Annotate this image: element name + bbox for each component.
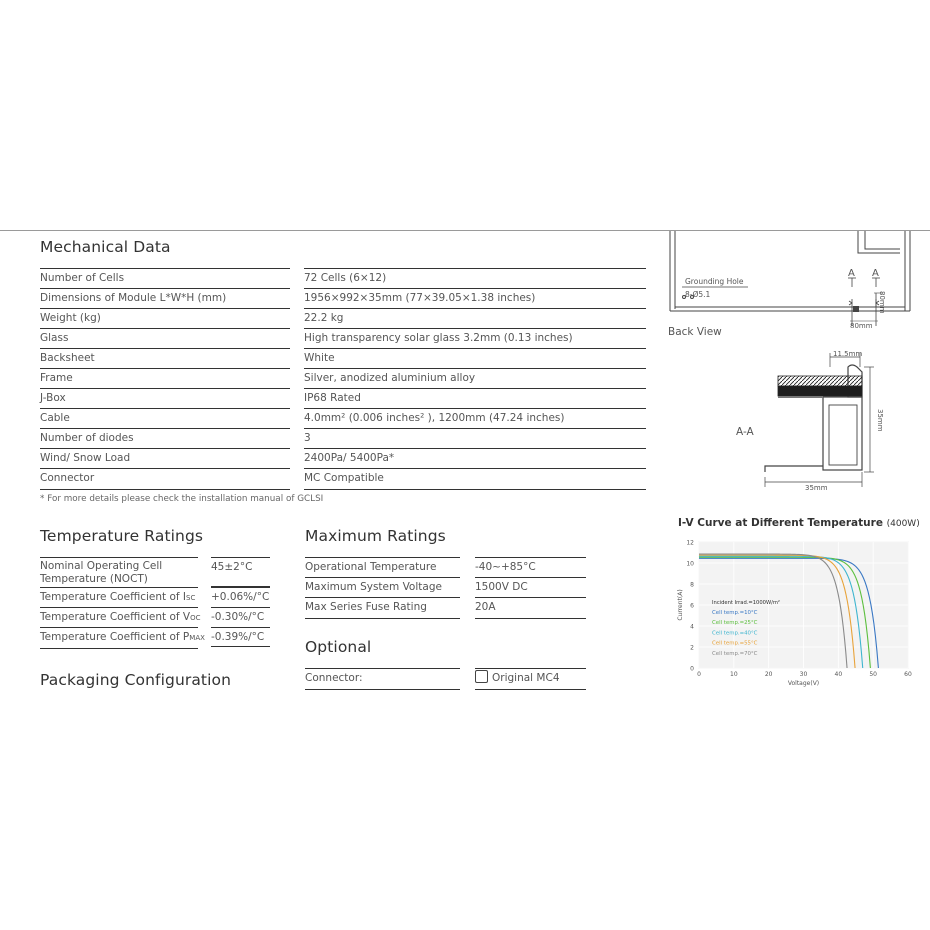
maximum-label: Max Series Fuse Rating: [305, 597, 460, 619]
section-marker-left: A: [848, 268, 855, 279]
mechanical-label: J-Box: [40, 388, 290, 409]
x-tick-label: 60: [904, 671, 912, 678]
chart-title-suffix: (400W): [886, 519, 920, 529]
mechanical-label: Cable: [40, 408, 290, 429]
temperature-ratings-title: Temperature Ratings: [40, 527, 204, 545]
maximum-ratings-title: Maximum Ratings: [305, 527, 446, 545]
mechanical-value: High transparency solar glass 3.2mm (0.13 inches): [304, 328, 646, 349]
back-view-drawing: [660, 231, 920, 341]
section-dim-top: 11.5mm: [833, 350, 863, 358]
mechanical-value: 3: [304, 428, 646, 449]
optional-connector-label: Connector:: [305, 668, 460, 690]
maximum-value: -40~+85°C: [475, 557, 586, 578]
section-label: A-A: [736, 426, 754, 438]
mechanical-value: 1956×992×35mm (77×39.05×1.38 inches): [304, 288, 646, 309]
temperature-value: +0.06%/°C: [211, 587, 270, 607]
mechanical-value: 72 Cells (6×12): [304, 268, 646, 289]
chart-title: [678, 517, 920, 529]
original-mc4-checkbox[interactable]: [475, 670, 488, 683]
optional-connector-cell: [475, 668, 586, 690]
mechanical-label: Number of Cells: [40, 268, 290, 289]
y-tick-label: 2: [690, 644, 694, 652]
x-tick-label: 40: [834, 671, 843, 678]
maximum-label: Operational Temperature: [305, 557, 460, 578]
x-tick-label: 30: [799, 671, 808, 678]
mechanical-value: 4.0mm² (0.006 inches² ), 1200mm (47.24 inches): [304, 408, 646, 429]
grounding-hole-label: Grounding Hole: [685, 277, 744, 286]
iv-curve-chart: [673, 532, 923, 692]
mechanical-data-title: Mechanical Data: [40, 238, 171, 256]
legend-header: Incident Irrad.=1000W/m²: [712, 600, 780, 606]
temperature-label-subscript: SC: [186, 594, 196, 602]
y-tick-label: 10: [686, 560, 694, 568]
temperature-label: [40, 587, 198, 608]
mechanical-label: Dimensions of Module L*W*H (mm): [40, 288, 290, 309]
temperature-label-text: Temperature Coefficient of V: [40, 611, 191, 623]
mechanical-label: Wind/ Snow Load: [40, 448, 290, 469]
mechanical-value: IP68 Rated: [304, 388, 646, 409]
mechanical-value: 2400Pa/ 5400Pa*: [304, 448, 646, 469]
temperature-value: 45±2°C: [211, 557, 270, 587]
temperature-label-line2: Temperature (NOCT): [40, 573, 148, 585]
temperature-value: -0.39%/°C: [211, 627, 270, 647]
y-tick-label: 4: [690, 623, 694, 631]
x-tick-label: 10: [730, 671, 738, 678]
x-tick-label: 50: [869, 671, 877, 678]
temperature-label: [40, 607, 201, 628]
mechanical-label: Glass: [40, 328, 290, 349]
legend-entry: Cell temp.=55°C: [712, 640, 758, 647]
mechanical-label: Connector: [40, 468, 290, 490]
optional-connector-value: Original MC4: [492, 672, 560, 684]
dim-horizontal-80mm: 80mm: [850, 322, 873, 330]
legend-entry: Cell temp.=70°C: [712, 650, 758, 657]
section-dim-height: 35mm: [876, 409, 884, 432]
section-dim-width: 35mm: [805, 484, 828, 492]
legend-entry: Cell temp.=10°C: [712, 610, 758, 616]
y-tick-label: 6: [690, 602, 694, 610]
hole-size-label: 8-Ø5.1: [685, 290, 711, 299]
optional-title: Optional: [305, 638, 372, 656]
mechanical-value: Silver, anodized aluminium alloy: [304, 368, 646, 389]
y-tick-label: 12: [686, 539, 694, 547]
temperature-label-text: Temperature Coefficient of I: [40, 591, 187, 603]
y-tick-label: 0: [690, 665, 694, 673]
maximum-value: 1500V DC: [475, 577, 586, 598]
y-axis-label: Current(A): [677, 589, 684, 621]
mechanical-label: Number of diodes: [40, 428, 290, 449]
mechanical-value: 22.2 kg: [304, 308, 646, 329]
maximum-label: Maximum System Voltage: [305, 577, 460, 598]
y-tick-label: 8: [690, 581, 694, 589]
legend-entry: Cell temp.=25°C: [712, 620, 758, 627]
section-marker-right: A: [872, 268, 879, 279]
back-view-caption: Back View: [668, 326, 722, 338]
dim-vertical-80mm: 80mm: [878, 291, 886, 314]
mechanical-value: White: [304, 348, 646, 369]
mechanical-label: Backsheet: [40, 348, 290, 369]
mechanical-label: Frame: [40, 368, 290, 389]
legend-entry: Cell temp.=40°C: [712, 630, 758, 637]
mechanical-label: Weight (kg): [40, 308, 290, 329]
packaging-title: Packaging Configuration: [40, 671, 232, 689]
section-a-a-drawing: [730, 345, 900, 495]
temperature-label-line1: Nominal Operating Cell: [40, 560, 163, 572]
temperature-label: [40, 627, 205, 649]
temperature-label-text: Temperature Coefficient of P: [40, 631, 190, 643]
maximum-value: 20A: [475, 597, 586, 619]
temperature-label: [40, 557, 198, 587]
x-tick-label: 0: [697, 671, 701, 678]
chart-title-main: I-V Curve at Different Temperature: [678, 517, 883, 529]
mechanical-note: * For more details please check the installation manual of GCLSI: [40, 494, 324, 504]
x-tick-label: 20: [764, 671, 773, 678]
temperature-label-subscript: MAX: [189, 634, 205, 642]
mechanical-value: MC Compatible: [304, 468, 646, 490]
temperature-value: -0.30%/°C: [211, 607, 270, 627]
x-axis-label: Voltage(V): [787, 680, 820, 687]
temperature-label-subscript: OC: [190, 614, 201, 622]
